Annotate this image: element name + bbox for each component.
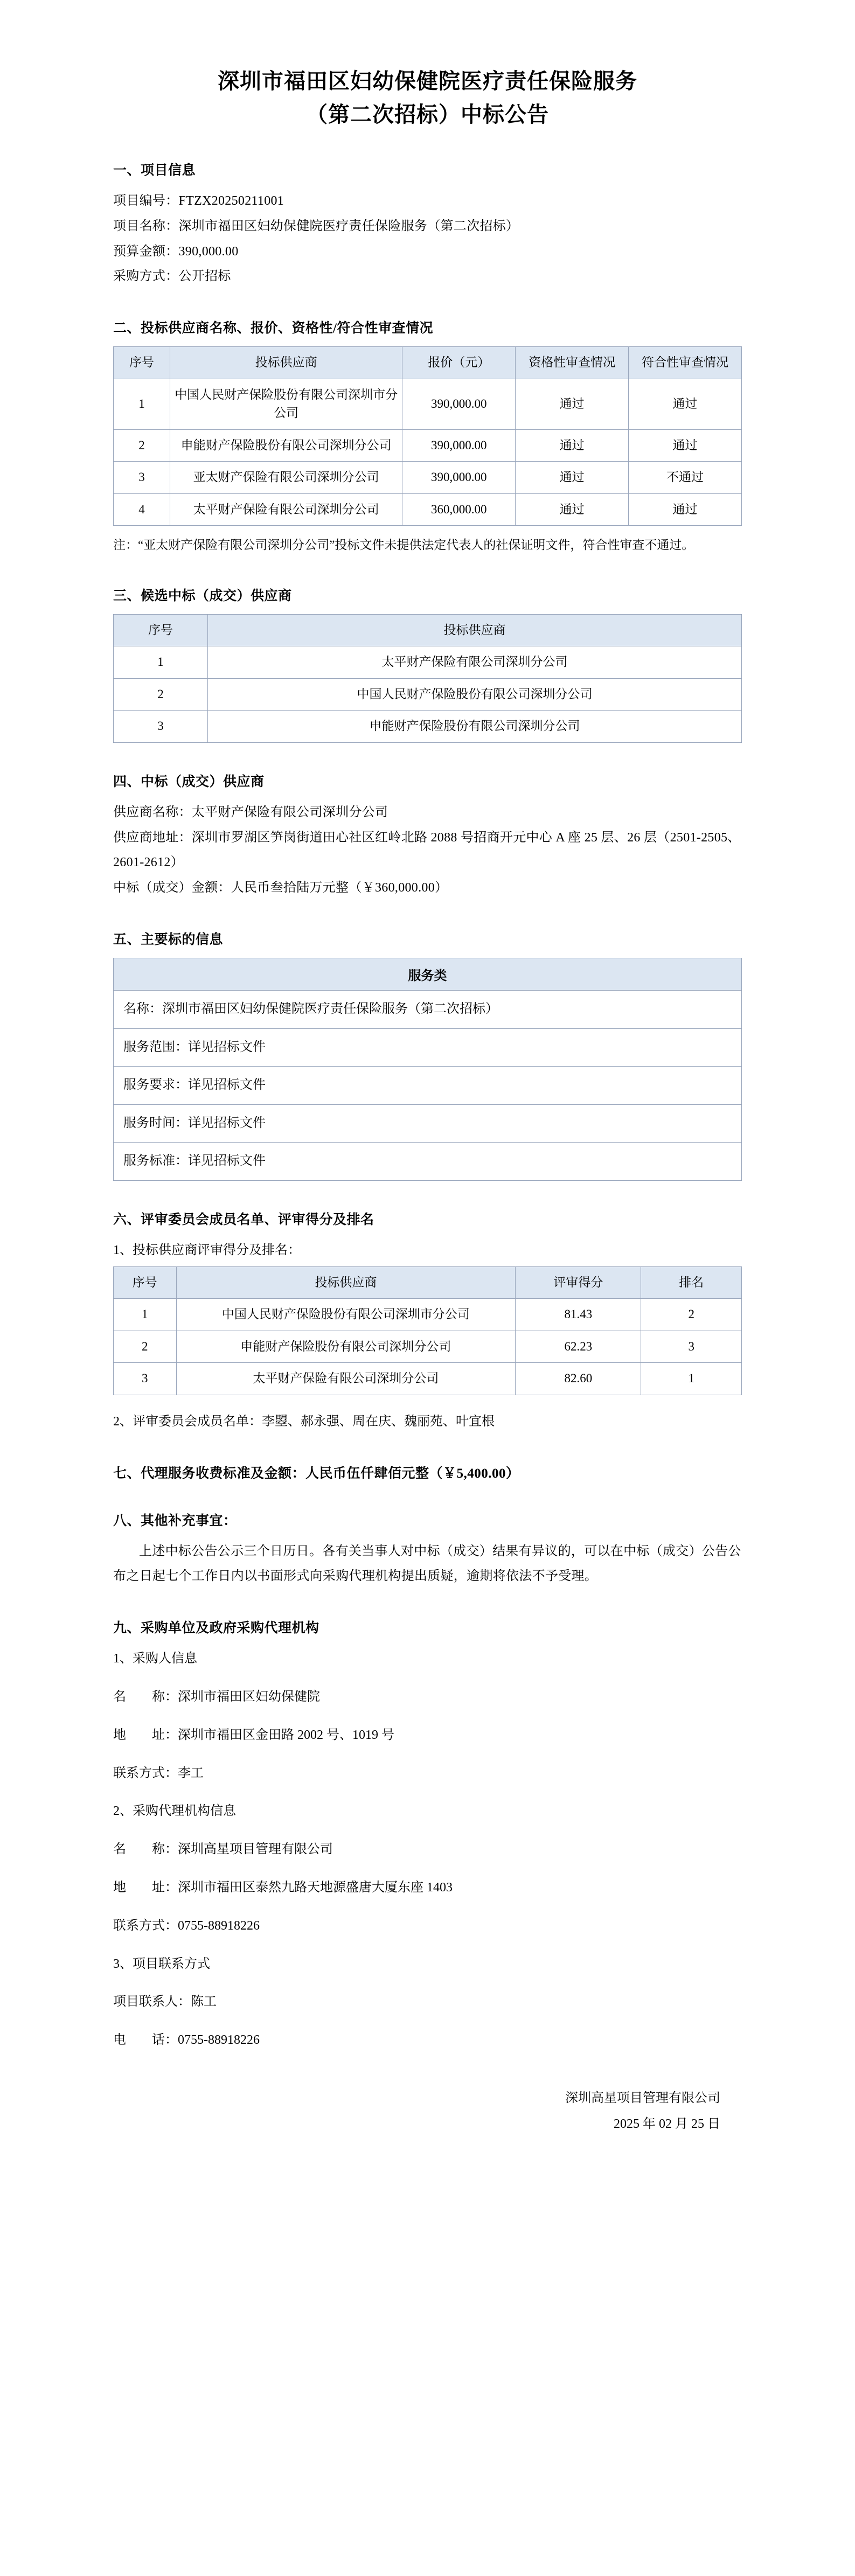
cell-supplier: 亚太财产保险有限公司深圳分公司 bbox=[170, 462, 402, 494]
subject-info-table bbox=[113, 958, 742, 1181]
table-row bbox=[114, 429, 742, 462]
column-header: 评审得分 bbox=[516, 1266, 641, 1299]
winner-name: 供应商名称：太平财产保险有限公司深圳分公司 bbox=[113, 805, 388, 819]
scores-subheading: 1、投标供应商评审得分及排名： bbox=[113, 1243, 301, 1258]
cell-index: 3 bbox=[114, 1363, 177, 1395]
agency-contact-row bbox=[113, 1913, 742, 1939]
cell-compliance: 不通过 bbox=[629, 462, 742, 494]
table-row bbox=[114, 379, 742, 429]
cell-price: 390,000.00 bbox=[402, 429, 516, 462]
scores-table bbox=[113, 1266, 742, 1395]
cell-subject-name: 名称：深圳市福田区妇幼保健院医疗责任保险服务（第二次招标） bbox=[114, 991, 742, 1029]
column-header: 投标供应商 bbox=[176, 1266, 516, 1299]
cell-index: 2 bbox=[114, 1331, 177, 1363]
cell-price: 390,000.00 bbox=[402, 462, 516, 494]
column-header: 序号 bbox=[114, 1266, 177, 1299]
project-phone-label: 电 话： bbox=[113, 2033, 178, 2048]
agency-name-value: 深圳高星项目管理有限公司 bbox=[178, 1842, 333, 1857]
cell-qualification: 通过 bbox=[516, 379, 629, 429]
cell-index: 3 bbox=[114, 711, 208, 743]
column-header: 报价（元） bbox=[402, 347, 516, 379]
column-header: 序号 bbox=[114, 347, 170, 379]
purchaser-name-row bbox=[113, 1684, 742, 1710]
project-number: 项目编号：FTZX20250211001 bbox=[113, 194, 284, 208]
column-header: 服务类 bbox=[114, 958, 742, 991]
cell-service-standard: 服务标准：详见招标文件 bbox=[114, 1143, 742, 1181]
cell-supplier: 中国人民财产保险股份有限公司深圳市分公司 bbox=[176, 1299, 516, 1331]
column-header: 投标供应商 bbox=[207, 614, 741, 646]
table-row bbox=[114, 462, 742, 494]
column-header: 序号 bbox=[114, 614, 208, 646]
cell-index: 2 bbox=[114, 678, 208, 711]
table-row bbox=[114, 678, 742, 711]
agency-address-row bbox=[113, 1875, 742, 1900]
table-row bbox=[114, 646, 742, 679]
table-row bbox=[114, 1299, 742, 1331]
column-header: 排名 bbox=[641, 1266, 742, 1299]
purchaser-contact-row bbox=[113, 1761, 742, 1786]
other-matters-body: 上述中标公告公示三个日历日。各有关当事人对中标（成交）结果有异议的，可以在中标（成交）公告公布之日起七个工作日内以书面形式向采购代理机构提出质疑，逾期将依法不予受理。 bbox=[113, 1544, 741, 1584]
title-line-2: （第二次招标）中标公告 bbox=[306, 102, 549, 127]
cell-score: 81.43 bbox=[516, 1299, 641, 1331]
section-heading-review-committee: 六、评审委员会成员名单、评审得分及排名 bbox=[113, 1213, 374, 1228]
cell-index: 1 bbox=[114, 646, 208, 679]
winner-address: 供应商地址：深圳市罗湖区笋岗街道田心社区红岭北路 2088 号招商开元中心 A 座 25 层、26 层（2501-2505、2601-2612） bbox=[113, 830, 741, 870]
cell-service-time: 服务时间：详见招标文件 bbox=[114, 1104, 742, 1143]
section-heading-candidate-suppliers: 三、候选中标（成交）供应商 bbox=[113, 588, 292, 603]
cell-service-scope: 服务范围：详见招标文件 bbox=[114, 1028, 742, 1067]
cell-compliance: 通过 bbox=[629, 429, 742, 462]
candidate-suppliers-table bbox=[113, 614, 742, 743]
section-heading-contacts: 九、采购单位及政府采购代理机构 bbox=[113, 1621, 319, 1636]
purchaser-name-value: 深圳市福田区妇幼保健院 bbox=[178, 1690, 320, 1704]
committee-members: 2、评审委员会成员名单：李曌、郝永强、周在庆、魏丽苑、叶宜根 bbox=[113, 1414, 495, 1429]
cell-index: 3 bbox=[114, 462, 170, 494]
purchaser-address-value: 深圳市福田区金田路 2002 号、1019 号 bbox=[178, 1728, 394, 1742]
table-row bbox=[114, 1104, 742, 1143]
cell-qualification: 通过 bbox=[516, 429, 629, 462]
cell-score: 62.23 bbox=[516, 1331, 641, 1363]
table-header-row bbox=[114, 1266, 742, 1299]
cell-score: 82.60 bbox=[516, 1363, 641, 1395]
cell-service-requirements: 服务要求：详见招标文件 bbox=[114, 1067, 742, 1105]
cell-price: 390,000.00 bbox=[402, 379, 516, 429]
cell-supplier: 太平财产保险有限公司深圳分公司 bbox=[170, 493, 402, 526]
cell-index: 1 bbox=[114, 1299, 177, 1331]
cell-rank: 3 bbox=[641, 1331, 742, 1363]
cell-qualification: 通过 bbox=[516, 493, 629, 526]
cell-rank: 1 bbox=[641, 1363, 742, 1395]
section-heading-agency-fee: 七、代理服务收费标准及金额：人民币伍仟肆佰元整（￥5,400.00） bbox=[113, 1466, 520, 1481]
winner-amount: 中标（成交）金额：人民币叁拾陆万元整（￥360,000.00） bbox=[113, 881, 448, 895]
column-header: 投标供应商 bbox=[170, 347, 402, 379]
cell-supplier: 中国人民财产保险股份有限公司深圳分公司 bbox=[207, 678, 741, 711]
project-phone-row bbox=[113, 2028, 742, 2053]
cell-price: 360,000.00 bbox=[402, 493, 516, 526]
table-row bbox=[114, 1067, 742, 1105]
purchaser-subheading: 1、采购人信息 bbox=[113, 1652, 197, 1666]
purchaser-contact-label: 联系方式： bbox=[113, 1766, 178, 1780]
section-heading-subject-info: 五、主要标的信息 bbox=[113, 932, 224, 948]
agency-name-row bbox=[113, 1837, 742, 1862]
section-heading-project-info: 一、项目信息 bbox=[113, 163, 196, 178]
project-name: 项目名称：深圳市福田区妇幼保健院医疗责任保险服务（第二次招标） bbox=[113, 219, 519, 233]
purchaser-address-label: 地 址： bbox=[113, 1728, 178, 1742]
section-heading-other-matters: 八、其他补充事宜： bbox=[113, 1513, 237, 1528]
cell-supplier: 申能财产保险股份有限公司深圳分公司 bbox=[176, 1331, 516, 1363]
column-header: 符合性审查情况 bbox=[629, 347, 742, 379]
agency-address-value: 深圳市福田区泰然九路天地源盛唐大厦东座 1403 bbox=[178, 1881, 453, 1895]
agency-name-label: 名 称： bbox=[113, 1842, 178, 1857]
project-contact-person-row bbox=[113, 1989, 742, 2015]
table-row bbox=[114, 1331, 742, 1363]
cell-supplier: 太平财产保险有限公司深圳分公司 bbox=[176, 1363, 516, 1395]
project-phone-value: 0755-88918226 bbox=[178, 2033, 260, 2048]
cell-index: 2 bbox=[114, 429, 170, 462]
purchaser-name-label: 名 称： bbox=[113, 1690, 178, 1704]
cell-compliance: 通过 bbox=[629, 493, 742, 526]
project-contact-person-value: 陈工 bbox=[191, 1995, 217, 2009]
signature-org: 深圳高星项目管理有限公司 bbox=[565, 2091, 720, 2105]
section-heading-bidders-review: 二、投标供应商名称、报价、资格性/符合性审查情况 bbox=[113, 321, 433, 336]
column-header: 资格性审查情况 bbox=[516, 347, 629, 379]
cell-supplier: 中国人民财产保险股份有限公司深圳市分公司 bbox=[170, 379, 402, 429]
review-note: 注：“亚太财产保险有限公司深圳分公司”投标文件未提供法定代表人的社保证明文件，符合性审查不通过。 bbox=[113, 538, 694, 552]
title-line-1: 深圳市福田区妇幼保健院医疗责任保险服务 bbox=[218, 69, 637, 93]
cell-qualification: 通过 bbox=[516, 462, 629, 494]
project-contact-person-label: 项目联系人： bbox=[113, 1995, 191, 2009]
section-heading-winning-supplier: 四、中标（成交）供应商 bbox=[113, 774, 265, 789]
cell-rank: 2 bbox=[641, 1299, 742, 1331]
page-title bbox=[113, 65, 742, 131]
agency-contact-value: 0755-88918226 bbox=[178, 1918, 260, 1933]
cell-supplier: 申能财产保险股份有限公司深圳分公司 bbox=[207, 711, 741, 743]
purchaser-address-row bbox=[113, 1723, 742, 1748]
cell-index: 1 bbox=[114, 379, 170, 429]
agency-subheading: 2、采购代理机构信息 bbox=[113, 1804, 236, 1819]
project-contact-subheading: 3、项目联系方式 bbox=[113, 1957, 210, 1971]
table-header-row bbox=[114, 958, 742, 991]
table-header-row bbox=[114, 614, 742, 646]
table-row bbox=[114, 1363, 742, 1395]
table-row bbox=[114, 991, 742, 1029]
project-budget: 预算金额：390,000.00 bbox=[113, 244, 239, 259]
agency-contact-label: 联系方式： bbox=[113, 1918, 178, 1933]
table-header-row bbox=[114, 347, 742, 379]
cell-compliance: 通过 bbox=[629, 379, 742, 429]
cell-supplier: 申能财产保险股份有限公司深圳分公司 bbox=[170, 429, 402, 462]
table-row bbox=[114, 711, 742, 743]
signature-block bbox=[113, 2085, 742, 2137]
bidders-review-table bbox=[113, 346, 742, 526]
cell-index: 4 bbox=[114, 493, 170, 526]
cell-supplier: 太平财产保险有限公司深圳分公司 bbox=[207, 646, 741, 679]
agency-address-label: 地 址： bbox=[113, 1881, 178, 1895]
procurement-method: 采购方式：公开招标 bbox=[113, 269, 231, 284]
table-row bbox=[114, 1028, 742, 1067]
signature-date: 2025 年 02 月 25 日 bbox=[614, 2117, 720, 2131]
table-row bbox=[114, 1143, 742, 1181]
purchaser-contact-value: 李工 bbox=[178, 1766, 204, 1780]
table-row bbox=[114, 493, 742, 526]
